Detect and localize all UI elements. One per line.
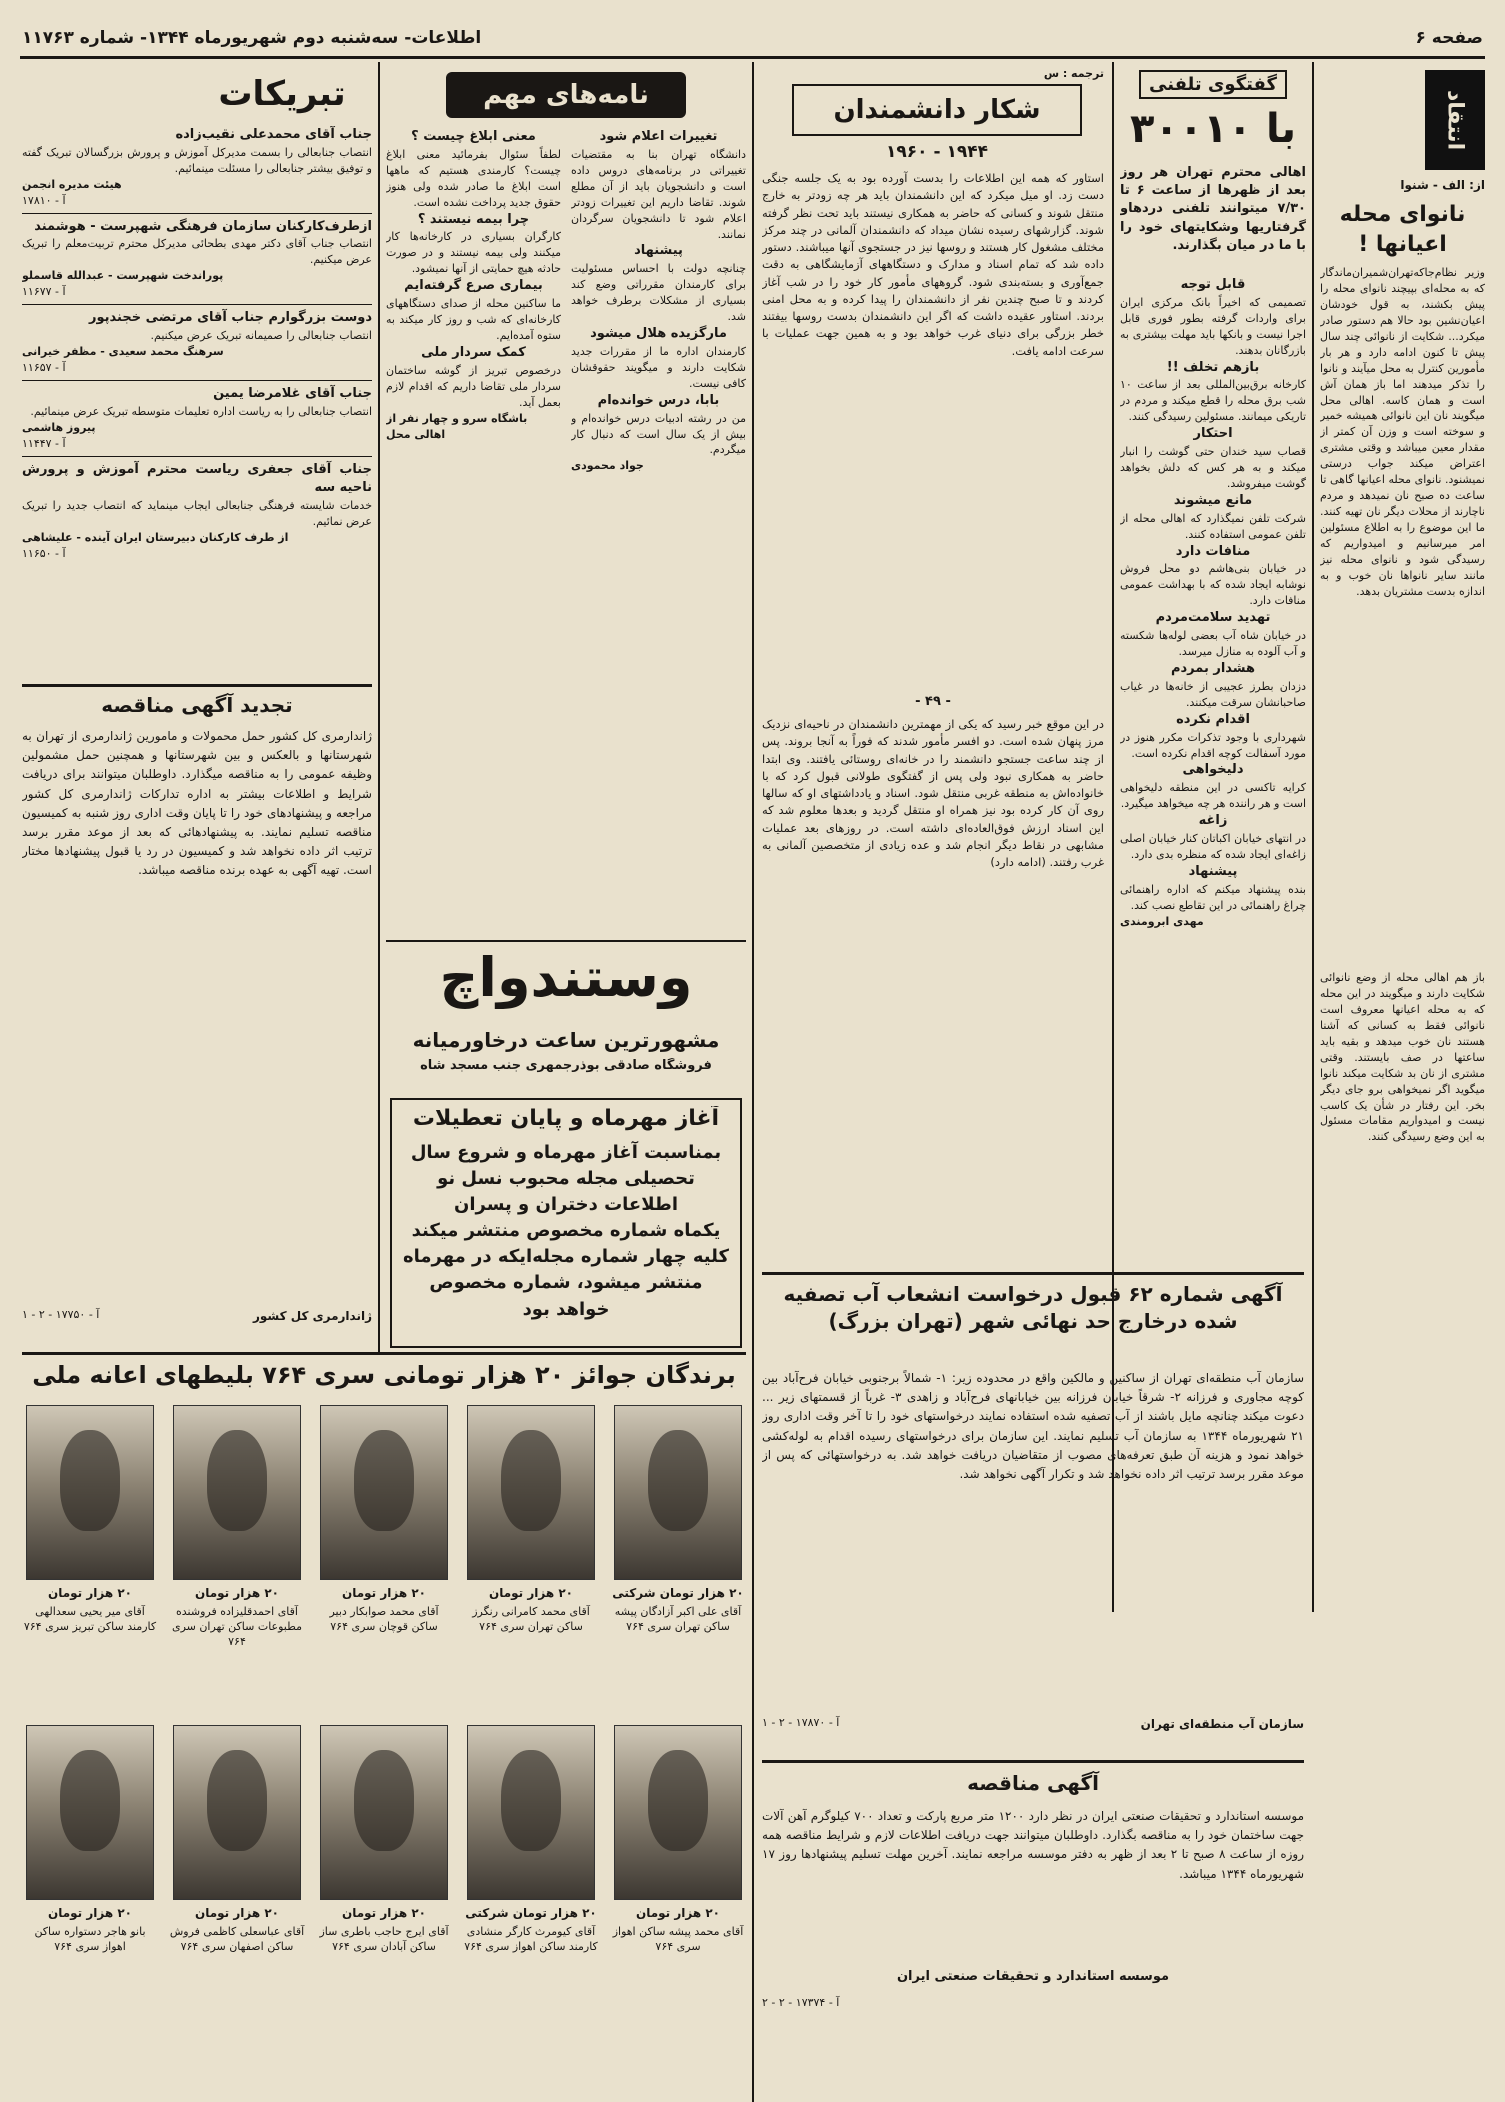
magazine-ad [390, 1098, 742, 1348]
article-body-cont: در این موقع خبر رسید که یکی از مهمترین دانشمندان در ناحیه‌ای نزدیک مرز پنهان شده است. دو افسر مأمور شدند که فوراً به آنجا بروند. پس از چند ساعت جستجو دانشمند را در خانه‌ای روستائی یافتند. وی ابتدا حاضر به همکاری نبود ولی پس از گفتگوی طولانی قبول کرد که با خانواده‌اش به منطقه غربی منتقل شود. اسناد و یادداشتهای او که سالها روی آن کار کرده بود نیز همراه او منتقل گردید و بعدها معلوم شد که این اسناد ارزش فوق‌العاده‌ای داشته است. در روزهای بعد عملیات مشابهی در نقاط دیگر انجام شد و عده زیادی از متخصصین آلمانی به غرب رفتند. (ادامه دارد) [762, 717, 1104, 869]
winner-card [316, 1405, 452, 1710]
water-signature: سازمان آب منطقه‌ای تهران [1140, 1717, 1304, 1731]
phone-item: مانع میشوند شرکت تلفن نمیگذارد که اهالی محله از تلفن عمومی استفاده کنند. [1120, 492, 1306, 541]
winner-card [169, 1405, 305, 1710]
tender-notice [22, 684, 372, 1344]
winner-caption: آقای عباسعلی کاظمی فروش ساکن اصفهان سری ۷۶۴ [169, 1925, 305, 1953]
standards-tender-code: آ - ۱۷۳۷۴ - ۲ - ۲ [762, 1996, 840, 2009]
winner-card [316, 1725, 452, 2030]
water-code: آ - ۱۷۸۷۰ - ۲ - ۱ [762, 1716, 840, 1729]
column-divider [378, 62, 380, 1352]
newspaper-dateline: اطلاعات- سه‌شنبه دوم شهریورماه ۱۳۴۴- شماره ۱۱۷۶۳ [22, 28, 482, 48]
tender-signature: ژاندارمری کل کشور [252, 1309, 372, 1323]
winner-card [169, 1725, 305, 2030]
winner-caption: آقای کیومرث کارگر منشادی کارمند ساکن اهواز سری ۷۶۴ [464, 1925, 598, 1953]
critique-logo: انتقاد [1425, 70, 1485, 170]
critique-author: از: الف - شنوا [1400, 178, 1485, 192]
congrats-item: جناب آقای محمدعلی نقیب‌زاده انتصاب جنابعالی را بسمت مدیرکل آموزش و پرورش بزرگسالان تبریک گفته و توفیق بیشتر جنابعالی را مسئلت مینمائیم. هیئت مدیره انجمن آ - ۱۷۸۱۰ [22, 126, 372, 214]
tender-code: آ - ۱۷۷۵۰ - ۲ - ۱ [22, 1308, 100, 1321]
tender-title: تجدید آگهی مناقصه [101, 693, 293, 717]
winner-photo [614, 1725, 742, 1900]
winner-photo [173, 1405, 301, 1580]
article-column [762, 66, 1104, 1266]
winner-prize: ۲۰ هزار تومان [488, 1586, 574, 1600]
letter-signature: باشگاه سرو و چهار نفر از اهالی محل [386, 411, 528, 441]
letter-item: معنی ابلاغ چیست ؟ لطفاً سئوال بفرمائید معنی ابلاغ چیست؟ کارمندی هستیم که ماهها است ابلاغ ما صادر شده ولی هنوز حقوق جدید پرداخت نشده است. [386, 129, 561, 209]
letters-column [386, 66, 746, 936]
phone-item: احتکار قصاب سید خندان حتی گوشت را انبار میکند و به هر کس که دلش بخواهد گوشت میفروشد. [1120, 426, 1306, 490]
phone-number-headline: با ۳۰۰۱۰ [1129, 106, 1297, 152]
winner-prize: ۲۰ هزار تومان [194, 1906, 280, 1920]
winner-card [22, 1725, 158, 2030]
winner-prize: ۲۰ هزار تومان [635, 1906, 721, 1920]
winner-card [463, 1725, 599, 2030]
winner-photo [467, 1725, 595, 1900]
standards-tender [762, 1760, 1304, 2030]
phone-item: منافات دارد در خیابان بنی‌هاشم دو محل فروش نوشابه ایجاد شده که با بهداشت عمومی منافات دارد. [1120, 543, 1306, 608]
watch-tagline: مشهورترین ساعت درخاورمیانه [412, 1028, 720, 1052]
winner-photo [320, 1405, 448, 1580]
letter-item: چرا بیمه نیستند ؟ کارگران بسیاری در کارخانه‌ها کار میکنند ولی بیمه نیستند و در صورت حادثه هیچ حمایتی از آنها نمیشود. [386, 211, 561, 276]
winner-caption: آقای احمدقلیزاده فروشنده مطبوعات ساکن تهران سری ۷۶۴ [171, 1605, 303, 1648]
congrats-list [22, 126, 372, 676]
watch-shop: فروشگاه صادقی بوذرجمهری جنب مسجد شاه [420, 1058, 712, 1073]
lottery-row [22, 1725, 746, 2035]
lottery-title: برندگان جوائز ۲۰ هزار تومانی سری ۷۶۴ بلیطهای اعانه ملی [32, 1361, 736, 1389]
letter-item: بابا، درس خوانده‌ام من در رشته ادبیات درس خوانده‌ام و بیش از یک سال است که دنبال کار میگردم. [571, 392, 746, 457]
winner-prize: ۲۰ هزار تومان شرکتی [465, 1906, 597, 1920]
critique-body-cont: باز هم اهالی محله از وضع نانوائی شکایت دارند و میگویند در این محله که به محله اعیانها معروف است نانوائی فقط به کسانی که آشنا هستند نان خوب میدهد و بقیه باید ساعتها در صف بایستند. وقتی مشتری از نان بد شکایت میکند نانوا میگوید اگر نمیخواهی برو جای دیگر بخر. این رفتار در شأن یک کاسب نیست و امیدواریم مقامات مسئول به این وضع رسیدگی کنند. [1320, 971, 1485, 1144]
congrats-item: جناب آقای جعفری ریاست محترم آموزش و پرورش ناحیه سه خدمات شایسته فرهنگی جنابعالی ایجاب مینماید که انتصاب جدید را تبریک عرض نمائیم. از طرف کارکنان دبیرستان ایران آینده - علیشاهی آ - ۱۱۶۵۰ [22, 461, 372, 560]
congrats-item: دوست بزرگوارم جناب آقای مرتضی خجندپور انتصاب جنابعالی را صمیمانه تبریک عرض میکنیم. سرهنگ محمد سعیدی - مظفر خیرانی آ - ۱۱۶۵۷ [22, 309, 372, 381]
winner-caption: آقای میر یحیی سعدالهی کارمند ساکن تبریز سری ۷۶۴ [23, 1605, 157, 1633]
winner-caption: آقای محمد پیشه ساکن اهواز سری ۷۶۴ [612, 1925, 744, 1953]
winner-photo [26, 1725, 154, 1900]
magazine-title: آغاز مهرماه و پایان تعطیلات [412, 1106, 720, 1131]
letter-item: تغییرات اعلام شود دانشگاه تهران بنا به مقتضیات تغییراتی در برنامه‌های دروس داده است و دانشجویان باید از آن مطلع شوند. تقاضا داریم این تغییرات زودتر اعلام شود تا دانشجویان سرگردان نمانند. [571, 129, 746, 241]
lottery-section [22, 1352, 746, 2042]
lottery-row [22, 1405, 746, 1715]
phone-badge: گفتگوی تلفنی [1120, 70, 1306, 99]
winner-photo [173, 1725, 301, 1900]
article-body: استاور که همه این اطلاعات را بدست آورده بود به یک جلسه جنگی دست زد. او میل میکرد که این دانشمندان باید هر چه زودتر به خارج منتقل شوند و کسانی که حاضر به همکاری نیستند باید تحت نظر گرفته شوند. گزارشهای رسیده نشان میداد که دانشمندان آلمانی در چند مرکز مختلف مشغول کار هستند و روسها نیز در جستجوی آنها میباشند. دستور داده شد که تمام اسناد و مدارک و دستگاههای آزمایشگاهی به دقت جمع‌آوری و بسته‌بندی شود. گروههای مأمور کار خود را در شب آغاز کردند و تا صبح چندین نفر از دانشمندان را پیدا کرده و به محل امنی بردند. استاور عقیده داشت که اگر این دانشمندان بدست روسها بیفتند خطر بزرگی برای دنیای غرب خواهد بود و به همین جهت عملیات با سرعت ادامه یافت. [762, 171, 1104, 358]
winner-caption: بانو هاجر دستواره ساکن اهواز سری ۷۶۴ [34, 1925, 146, 1953]
phone-signature: مهدی ابرومندی [1120, 914, 1204, 928]
standards-tender-body: موسسه استاندارد و تحقیقات صنعتی ایران در نظر دارد ۱۲۰۰ متر مربع پارکت و تعداد ۷۰۰ کیلوگرم آهن آلات جهت ساختمان خود را به مناقصه بگذارد. داوطلبان میتوانند جهت دریافت اطلاعات لازم و شرایط مناقصه همه روزه از ساعت ۸ صبح تا ۲ بعد از ظهر به دفتر موسسه مراجعه نمایند. آخرین مهلت تسلیم پیشنهادها روز ۱۷ شهریورماه ۱۳۴۴ میباشد. [762, 1809, 1304, 1881]
column-divider [1312, 62, 1314, 1612]
winner-card [22, 1405, 158, 1710]
water-title: آگهی شماره ۶۲ قبول درخواست انشعاب آب تصفیه شده درخارج حد نهائی شهر (تهران بزرگ) [783, 1282, 1283, 1333]
congrats-banner: تبریکات [218, 74, 346, 114]
winner-prize: ۲۰ هزار تومان [47, 1906, 133, 1920]
phone-item: دلیخواهی کرایه تاکسی در این منطقه دلیخواهی است و هر راننده هر چه میخواهد میگیرد. [1120, 762, 1306, 811]
winner-caption: آقای علی اکبر آزادگان پیشه ساکن تهران سری ۷۶۴ [614, 1605, 742, 1633]
article-part: - ۴۹ - [915, 694, 951, 709]
letter-item: مارگزیده هلال میشود کارمندان اداره ما از مقررات جدید شکایت دارند و میگویند حقوقشان کافی نیست. [571, 326, 746, 390]
winner-photo [614, 1405, 742, 1580]
letter-signature: جواد محمودی [571, 459, 644, 473]
water-body: سازمان آب منطقه‌ای تهران از ساکنین و مالکین واقع در محدوده زیر: ۱- شمالاً برجنوبی خیابان فرح‌آباد بین کوچه مجاوری و فرزانه ۲- شرقاً خیابان فرزانه بین خیابانهای فرح‌آباد و زاهدی ۳- غرباً از قسمتهای زیر ... دعوت میکند چنانچه مایل باشند از آب تصفیه شده استفاده نمایند درخواستهای خود را تا آخر وقت اداری روز ۲۱ شهریورماه ۱۳۴۴ به سازمان آب تسلیم نمایند. این سازمان برای درخواستهای رسیده اقدام به لوله‌کشی خواهد نمود و هزینه آن طبق تعرفه‌های مصوب از متقاضیان دریافت خواهد شد. به درخواستهائی که پس از موعد مقرر برسد ترتیب اثر داده نخواهد شد و تکرار آگهی نخواهد شد. [762, 1371, 1304, 1481]
critique-column [1320, 70, 1485, 1610]
watch-brand: وستندواچ [439, 946, 693, 1009]
congrats-item: جناب آقای غلامرضا یمین انتصاب جنابعالی را به ریاست اداره تعلیمات متوسطه تبریک عرض مینمائیم. پیروز هاشمی آ - ۱۱۴۴۷ [22, 385, 372, 457]
winner-prize: ۲۰ هزار تومان شرکتی [612, 1586, 744, 1600]
phone-item: قابل توجه تصمیمی که اخیراً بانک مرکزی ایران برای واردات گرفته بطور فوری قابل اجرا نیست و بانکها باید مهلت بیشتری به بازرگانان بدهند. [1120, 277, 1306, 357]
winner-card [610, 1405, 746, 1710]
phone-item: بازهم تخلف !! کارخانه برق‌بین‌المللی بعد از ساعت ۱۰ شب برق محله را قطع میکند و مردم در تاریکی میمانند. مسئولین رسیدگی کنند. [1120, 359, 1306, 424]
phone-lead: اهالی محترم تهران هر روز بعد از ظهرها از ساعت ۶ تا ۷/۳۰ میتوانند تلفنی دردهاو گرفتاریها وشکایتهای خود را با ما در میان بگذارند. [1120, 165, 1306, 253]
phone-item: پیشنهاد بنده پیشنهاد میکنم که اداره راهنمائی چراغ راهنمائی در این تقاطع نصب کند. [1120, 863, 1306, 912]
letter-item: پیشنهاد چنانچه دولت با احساس مسئولیت برای کارمندان مقرراتی وضع کند بسیاری از مشکلات برطرف خواهد شد. [571, 243, 746, 324]
winner-photo [320, 1725, 448, 1900]
letter-item: کمک سردار ملی درخصوص تبریز از گوشه ساختمان سردار ملی تقاضا داریم که اقدام لازم بعمل آید. [386, 344, 561, 409]
article-title: شکار دانشمندان [792, 84, 1082, 136]
page-number: صفحه ۶ [1415, 28, 1483, 48]
column-divider [752, 62, 754, 2102]
winner-caption: آقای محمد صوابکار دبیر ساکن قوچان سری ۷۶۴ [329, 1605, 439, 1633]
magazine-body: بمناسبت آغاز مهرماه و شروع سال تحصیلی مجله محبوب نسل نو اطلاعات دختران و پسران یکماه شماره مخصوص منتشر میکند کلیه چهار شماره مجله‌ایکه در مهرماه منتشر میشود، شماره مخصوص خواهد بود [403, 1142, 729, 1320]
winner-photo [467, 1405, 595, 1580]
winner-prize: ۲۰ هزار تومان [47, 1586, 133, 1600]
winner-card [463, 1405, 599, 1710]
phone-item: تهدید سلامت‌مردم در خیابان شاه آب بعضی لوله‌ها شکسته و آب آلوده به منازل میرسد. [1120, 610, 1306, 659]
phone-item: اقدام نکرده شهرداری با وجود تذکرات مکرر هنوز در مورد آسفالت کوچه اقدام نکرده است. [1120, 711, 1306, 760]
critique-title: نانوای محله اعیانها ! [1339, 202, 1466, 257]
tender-body: ژاندارمری کل کشور حمل محمولات و مامورین ژاندارمری از تهران به شهرستانها و بالعکس و بین شهرستانها و همچنین حمل مشمولین وظیفه عمومی را به مناقصه میگذارد. داوطلبان میتوانند برای دریافت شرایط و اطلاعات بیشتر به اداره تدارکات ژاندارمری کل کشور مراجعه و پیشنهادهای خود را تا پایان وقت اداری روز شنبه به کمیسیون مناقصه تسلیم نمایند. به پیشنهادهائی که بعد از موعد مقرر برسد ترتیب اثر داده نخواهد شد و کمیسیون در رد یا قبول پیشنهادها مختار است. تهیه آگهی به عهده برنده مناقصه میباشد. [22, 729, 372, 878]
phone-item: زاغه در انتهای خیابان اکباتان کنار خیابان اصلی زاغه‌ای ایجاد شده که منظره بدی دارد. [1120, 813, 1306, 861]
phone-item: هشدار بمردم دزدان بطرز عجیبی از خانه‌ها در غیاب صاحبانشان سرقت میکنند. [1120, 661, 1306, 709]
letters-col-a [571, 128, 746, 928]
watch-ad [386, 940, 746, 1090]
winner-caption: آقای ایرج حاجب باطری ساز ساکن آبادان سری ۷۶۴ [319, 1925, 449, 1953]
letter-item: بیماری صرع گرفته‌ایم ما ساکنین محله از صدای دستگاههای کارخانه‌ای که شب و روز کار میکند به ستوه آمده‌ایم. [386, 278, 561, 342]
winner-prize: ۲۰ هزار تومان [341, 1586, 427, 1600]
article-translator: ترجمه : س [1043, 67, 1104, 80]
standards-tender-signature: موسسه استاندارد و تحقیقات صنعتی ایران [896, 1969, 1170, 1984]
congrats-column [22, 66, 372, 676]
header-rule [20, 56, 1485, 59]
standards-tender-title: آگهی مناقصه [967, 1771, 1099, 1795]
winner-prize: ۲۰ هزار تومان [194, 1586, 280, 1600]
winner-caption: آقای محمد کامرانی رنگرز ساکن تهران سری ۷۶۴ [472, 1605, 590, 1633]
letters-banner: نامه‌های مهم [446, 72, 686, 118]
congrats-item: ازطرف‌کارکنان سازمان فرهنگی شهپرست - هوشمند انتصاب جناب آقای دکتر مهدی بطحائی مدیرکل محترم تربیت‌معلم را تبریک عرض میکنیم. پوراندخت شهپرست - عبدالله قاسملو آ - ۱۱۶۷۷ [22, 218, 372, 306]
winner-prize: ۲۰ هزار تومان [341, 1906, 427, 1920]
winner-card [610, 1725, 746, 2030]
water-notice [762, 1272, 1304, 1752]
letters-col-b [386, 128, 561, 928]
critique-body: وزیر نظام‌جاکه‌تهران‌شمیران‌ماندگار که به محله‌ای بپیچند نانوای محله را پیش بکشند، به قول خودشان اعیان‌نشین بود حالا هم دستور صادر میکرد... شکایت از نانوائی چند سال پیش تا کنون ادامه دارد و هر بار مأمورین کنترل به محل میآیند و نانوا را تذکر میدهند اما باز همان آش است و همان کاسه. اهالی محل میگویند نان این نانوائی همیشه خمیر و سوخته است و وزن آن کمتر از مقدار معین میباشد و وقتی مشتری اعتراض میکند جواب درستی نمیشنود. نانوای محله اعیانها گاهی تا ساعت ده صبح نان نمیدهد و مردم ناچارند از محلات دیگر نان تهیه کنند. ما این موضوع را به اطلاع مسئولین امر میرسانیم و امیدواریم که رسیدگی شود و نانوای محله نیز مانند سایر نانواها نان خوب و به اندازه بدست مشتریان بدهد. [1320, 266, 1485, 598]
winner-photo [26, 1405, 154, 1580]
article-years: ۱۹۶۰ - ۱۹۴۴ [886, 142, 988, 162]
